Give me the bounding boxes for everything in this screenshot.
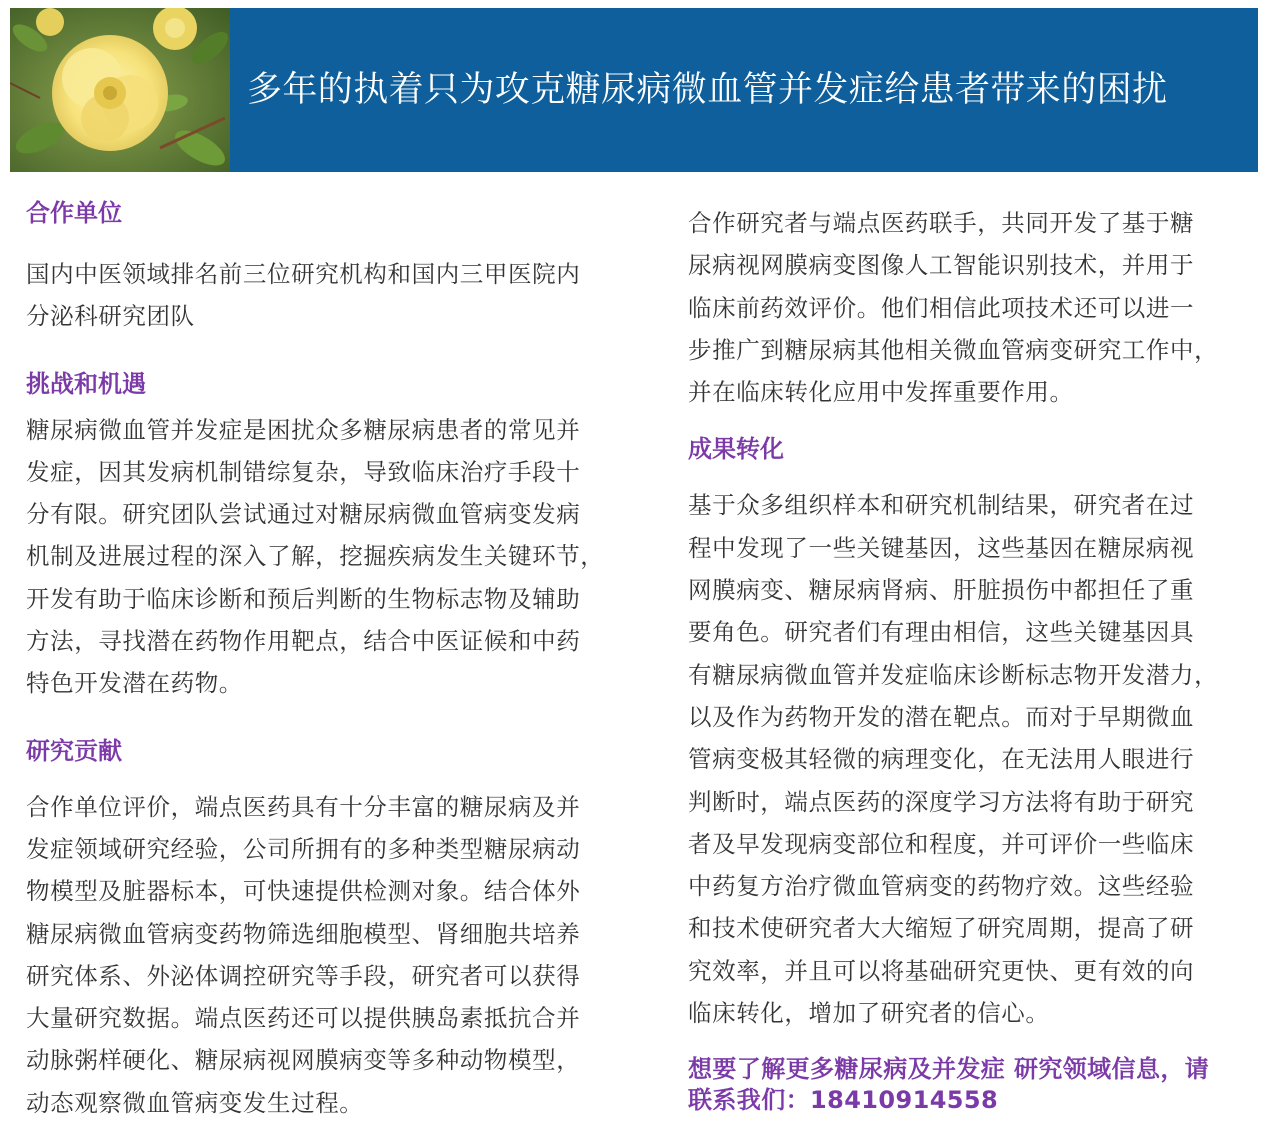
text-line: 并在临床转化应用中发挥重要作用。 bbox=[688, 378, 1074, 407]
contact-section bbox=[688, 1054, 1254, 1116]
text-line: 合作单位评价，端点医药具有十分丰富的糖尿病及并 bbox=[26, 792, 581, 821]
contribution-section bbox=[26, 734, 626, 1124]
text-line: 和技术使研究者大大缩短了研究周期，提高了研 bbox=[688, 914, 1195, 943]
text-line: 研究体系、外泌体调控研究等手段，研究者可以获得 bbox=[26, 961, 581, 990]
text-line: 机制及进展过程的深入了解，挖掘疾病发生关键环节， bbox=[26, 542, 605, 571]
text-line: 方法，寻找潜在药物作用靶点，结合中医证候和中药 bbox=[26, 627, 581, 656]
translation-text bbox=[688, 484, 1254, 1034]
text-line: 尿病视网膜病变图像人工智能识别技术，并用于 bbox=[688, 251, 1195, 280]
text-line: 物模型及脏器标本，可快速提供检测对象。结合体外 bbox=[26, 877, 581, 906]
intro-text bbox=[688, 202, 1254, 413]
challenge-text bbox=[26, 409, 626, 705]
text-line: 发症领域研究经验，公司所拥有的多种类型糖尿病动 bbox=[26, 834, 581, 863]
partner-section bbox=[26, 196, 626, 338]
challenge-heading: 挑战和机遇 bbox=[26, 369, 146, 398]
text-line: 动脉粥样硬化、糖尿病视网膜病变等多种动物模型， bbox=[26, 1046, 581, 1075]
contact-line: 想要了解更多糖尿病及并发症 研究领域信息，请 bbox=[688, 1055, 1210, 1084]
text-line: 中药复方治疗微血管病变的药物疗效。这些经验 bbox=[688, 872, 1195, 901]
text-line: 分泌科研究团队 bbox=[26, 302, 195, 331]
text-line: 分有限。研究团队尝试通过对糖尿病微血管病变发病 bbox=[26, 500, 581, 529]
translation-heading: 成果转化 bbox=[688, 435, 784, 464]
text-line: 糖尿病微血管病变药物筛选细胞模型、肾细胞共培养 bbox=[26, 919, 581, 948]
text-line: 特色开发潜在药物。 bbox=[26, 669, 243, 698]
contact-phone[interactable]: 联系我们：18410914558 bbox=[688, 1086, 999, 1115]
contribution-heading: 研究贡献 bbox=[26, 736, 122, 765]
translation-section bbox=[688, 432, 1254, 1034]
text-line: 判断时，端点医药的深度学习方法将有助于研究 bbox=[688, 787, 1195, 816]
yellow-rose-photo bbox=[10, 8, 230, 172]
text-line: 糖尿病微血管并发症是困扰众多糖尿病患者的常见并 bbox=[26, 415, 581, 444]
text-line: 以及作为药物开发的潜在靶点。而对于早期微血 bbox=[688, 702, 1195, 731]
text-line: 者及早发现病变部位和程度，并可评价一些临床 bbox=[688, 829, 1195, 858]
partner-heading: 合作单位 bbox=[26, 199, 122, 227]
right-column bbox=[688, 202, 1254, 1116]
text-line: 大量研究数据。端点医药还可以提供胰岛素抵抗合并 bbox=[26, 1004, 581, 1033]
text-line: 网膜病变、糖尿病肾病、肝脏损伤中都担任了重 bbox=[688, 576, 1195, 605]
intro-section bbox=[688, 202, 1254, 413]
left-column bbox=[26, 196, 626, 1124]
text-line: 临床前药效评价。他们相信此项技术还可以进一 bbox=[688, 293, 1195, 322]
contribution-text bbox=[26, 786, 626, 1124]
text-line: 合作研究者与端点医药联手，共同开发了基于糖 bbox=[688, 209, 1195, 237]
challenge-section bbox=[26, 367, 626, 705]
banner-title: 多年的执着只为攻克糖尿病微血管并发症给患者带来的困扰 bbox=[247, 70, 1168, 110]
text-line: 动态观察微血管病变发生过程。 bbox=[26, 1088, 364, 1117]
partner-text bbox=[26, 253, 626, 338]
text-line: 程中发现了一些关键基因，这些基因在糖尿病视 bbox=[688, 533, 1195, 562]
text-line: 发症，因其发病机制错综复杂，导致临床治疗手段十 bbox=[26, 457, 581, 486]
header-banner bbox=[10, 8, 1258, 172]
text-line: 有糖尿病微血管并发症临床诊断标志物开发潜力， bbox=[688, 660, 1219, 689]
text-line: 开发有助于临床诊断和预后判断的生物标志物及辅助 bbox=[26, 584, 581, 613]
contact-text bbox=[688, 1054, 1254, 1116]
text-line: 临床转化，增加了研究者的信心。 bbox=[688, 999, 1050, 1028]
text-line: 步推广到糖尿病其他相关微血管病变研究工作中， bbox=[688, 335, 1219, 364]
flower-image bbox=[10, 8, 230, 172]
text-line: 究效率，并且可以将基础研究更快、更有效的向 bbox=[688, 956, 1195, 985]
text-line: 管病变极其轻微的病理变化，在无法用人眼进行 bbox=[688, 745, 1195, 774]
text-line: 国内中医领域排名前三位研究机构和国内三甲医院内 bbox=[26, 260, 581, 288]
text-line: 要角色。研究者们有理由相信，这些关键基因具 bbox=[688, 618, 1195, 647]
text-line: 基于众多组织样本和研究机制结果，研究者在过 bbox=[688, 491, 1195, 520]
